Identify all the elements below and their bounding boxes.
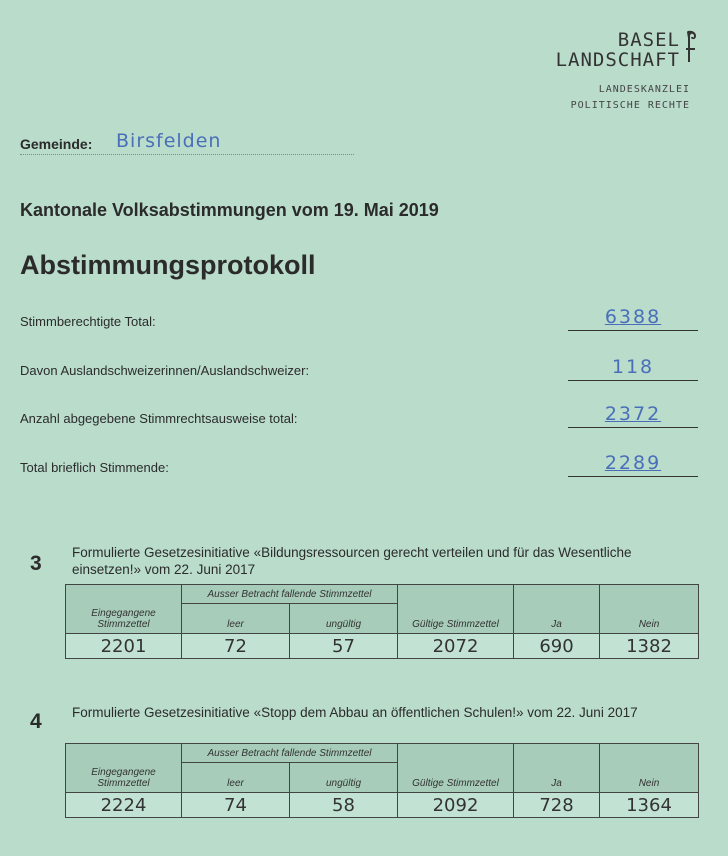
table-row [66,793,699,818]
page-subtitle: Kantonale Volksabstimmungen vom 19. Mai 2019 [20,200,439,220]
cell-leer: 74 [182,793,290,818]
cell-nein: 1382 [600,634,699,659]
table-row [66,634,699,659]
stat-value: 2372 [604,403,662,425]
header-ausser-betracht: Ausser Betracht fallende Stimmzettel [182,744,398,763]
cell-gueltige: 2092 [398,793,514,818]
stat-label-auslandschweizer: Davon Auslandschweizerinnen/Auslandschweizer: [20,363,310,378]
header-nein: Nein [600,585,699,634]
crozier-shield-icon [684,30,698,64]
office-name: LANDESKANZLEI [598,84,690,95]
gemeinde-field [20,128,354,155]
stat-label-stimmberechtigte: Stimmberechtigte Total: [20,314,156,329]
cell-nein: 1364 [600,793,699,818]
cell-eingegangene: 2224 [66,793,182,818]
results-table [65,743,699,818]
canton-logo [556,30,698,114]
header-leer: leer [182,604,290,634]
stat-label-brieflich: Total brieflich Stimmende: [20,460,169,475]
section-description: Formulierte Gesetzesinitiative «Stopp dem Abbau an öffentlichen Schulen!» vom 22. Juni 2017 [72,705,638,720]
department-name: POLITISCHE RECHTE [570,100,690,111]
header-nein: Nein [600,744,699,793]
header-ja: Ja [514,744,600,793]
logo-line-2: LANDSCHAFT [555,49,680,71]
header-eingegangene: Eingegangene Stimmzettel [66,585,182,634]
stat-line [568,452,698,477]
cell-leer: 72 [182,634,290,659]
page-title: Abstimmungsprotokoll [20,250,316,280]
cell-eingegangene: 2201 [66,634,182,659]
cell-ungueltig: 57 [290,634,398,659]
gemeinde-label: Gemeinde: [20,136,93,152]
logo-text-basel: BASEL [617,29,680,51]
cell-ja: 690 [514,634,600,659]
cell-ungueltig: 58 [290,793,398,818]
header-ungueltig: ungültig [290,763,398,793]
stat-label-stimmrechtsausweise: Anzahl abgegebene Stimmrechtsausweise total: [20,411,298,426]
stat-value: 6388 [604,306,662,328]
header-eingegangene: Eingegangene Stimmzettel [66,744,182,793]
header-gueltige: Gültige Stimmzettel [398,744,514,793]
stat-value: 118 [611,356,655,378]
results-table [65,584,699,659]
gemeinde-value: Birsfelden [116,130,222,152]
section-description: Formulierte Gesetzesinitiative «Bildungsressourcen gerecht verteilen und für das Wesentliche einsetzen!» vom 22. Juni 2017 [72,545,632,577]
cell-ja: 728 [514,793,600,818]
header-ungueltig: ungültig [290,604,398,634]
header-leer: leer [182,763,290,793]
section-number: 4 [30,710,42,733]
stat-line [568,306,698,331]
cell-gueltige: 2072 [398,634,514,659]
header-ja: Ja [514,585,600,634]
stat-line [568,356,698,381]
section-number: 3 [30,552,42,575]
stat-value: 2289 [604,452,662,474]
header-ausser-betracht: Ausser Betracht fallende Stimmzettel [182,585,398,604]
stat-line [568,403,698,428]
header-gueltige: Gültige Stimmzettel [398,585,514,634]
